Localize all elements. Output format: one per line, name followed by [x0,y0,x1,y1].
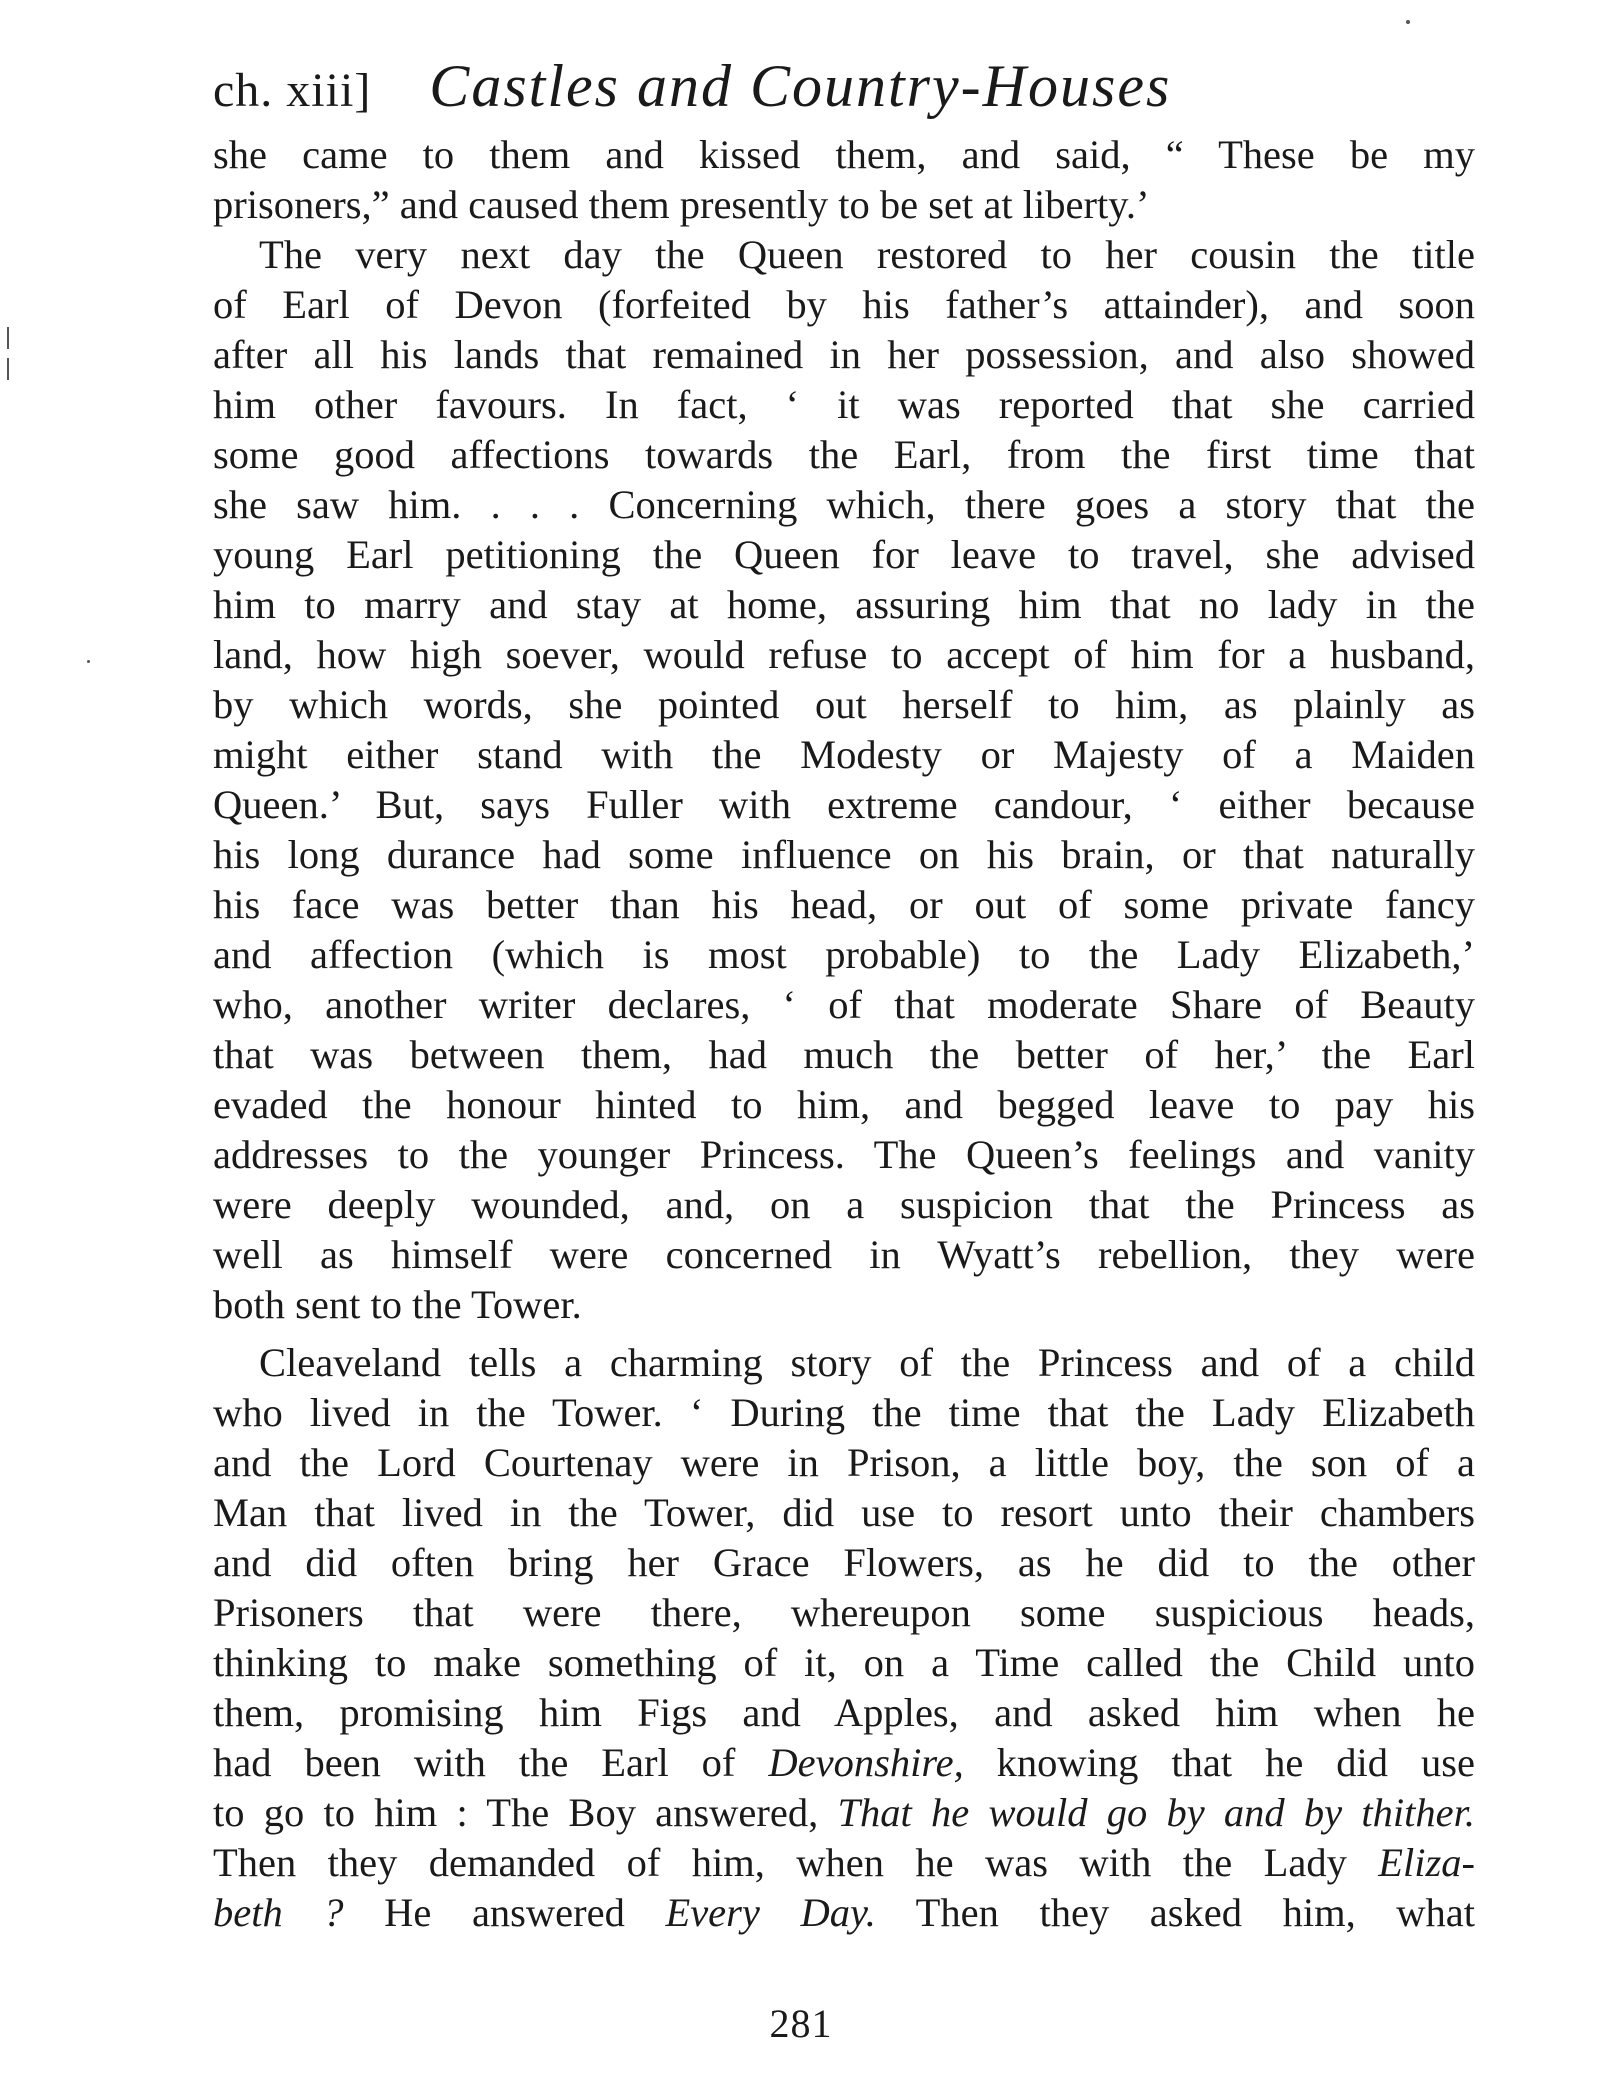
text-line: after all his lands that remained in her possession, and also showed [213,332,1475,377]
paragraph-3 [213,1338,1475,1938]
text-line: his face was better than his head, or out of some private fancy [213,882,1475,927]
italic-run: Eliza- [1378,1840,1475,1885]
italic-run: beth ? [213,1890,344,1935]
text-line: both sent to the Tower. [213,1282,582,1327]
running-title: Castles and Country-Houses [429,53,1172,119]
text-line: The very next day the Queen restored to her cousin the title [259,232,1475,277]
text-line: his long durance had some influence on his brain, or that naturally [213,832,1475,877]
page-number: 281 [769,2001,833,2046]
italic-run: Devonshire, [768,1740,964,1785]
text-line-mixed [213,1738,1475,1788]
text-line: him other favours. In fact, ‘ it was reported that she carried [213,382,1475,427]
text-line: and the Lord Courtenay were in Prison, a little boy, the son of a [213,1440,1475,1485]
scan-mark [7,327,9,349]
text-line: Cleaveland tells a charming story of the Princess and of a child [259,1340,1475,1385]
text-line: were deeply wounded, and, on a suspicion that the Princess as [213,1182,1475,1227]
running-header [213,52,1473,142]
text-line: them, promising him Figs and Apples, and asked him when he [213,1690,1475,1735]
text-line: prisoners,” and caused them presently to be set at liberty.’ [213,182,1150,227]
text-line-mixed [213,1888,1475,1938]
text-line: him to marry and stay at home, assuring him that no lady in the [213,582,1475,627]
text-line: might either stand with the Modesty or Majesty of a Maiden [213,732,1475,777]
text-line-mixed [213,1788,1475,1838]
text-line: who lived in the Tower. ‘ During the time that the Lady Elizabeth [213,1390,1475,1435]
text-line-mixed [213,1838,1475,1888]
text-line: land, how high soever, would refuse to accept of him for a husband, [213,632,1475,677]
italic-run: Every Day. [665,1890,876,1935]
chapter-label: ch. xiii] [213,64,372,117]
text-line: thinking to make something of it, on a Time called the Child unto [213,1640,1475,1685]
text-line: Prisoners that were there, whereupon some suspicious heads, [213,1590,1475,1635]
text-line: evaded the honour hinted to him, and begged leave to pay his [213,1082,1475,1127]
scan-mark [1406,20,1410,24]
paragraph-2 [213,230,1475,1330]
text-run: to go to him : The Boy answered, [213,1790,838,1835]
body-text [213,130,1475,1938]
text-line: addresses to the younger Princess. The Queen’s feelings and vanity [213,1132,1475,1177]
text-line: some good affections towards the Earl, from the first time that [213,432,1475,477]
text-line: Man that lived in the Tower, did use to resort unto their chambers [213,1490,1475,1535]
text-line: of Earl of Devon (forfeited by his father’s attainder), and soon [213,282,1475,327]
text-run: Then they demanded of him, when he was with the Lady [213,1840,1379,1885]
text-line: who, another writer declares, ‘ of that moderate Share of Beauty [213,982,1475,1027]
text-line: by which words, she pointed out herself to him, as plainly as [213,682,1475,727]
italic-run: That he would go by and by thither. [837,1790,1475,1835]
text-line: she saw him. . . . Concerning which, there goes a story that the [213,482,1475,527]
text-line: young Earl petitioning the Queen for leave to travel, she advised [213,532,1475,577]
scan-mark [87,660,90,663]
text-line: and did often bring her Grace Flowers, as he did to the other [213,1540,1475,1585]
paragraph-1 [213,130,1475,230]
text-run: Then they asked him, what [875,1890,1475,1935]
text-line: she came to them and kissed them, and said, “ These be my [213,132,1475,177]
text-line: well as himself were concerned in Wyatt’s rebellion, they were [213,1232,1475,1277]
text-line: Queen.’ But, says Fuller with extreme candour, ‘ either because [213,782,1475,827]
text-run: He answered [343,1890,666,1935]
text-run: knowing that he did use [963,1740,1475,1785]
scan-mark [7,358,9,380]
text-line: and affection (which is most probable) to the Lady Elizabeth,’ [213,932,1475,977]
text-line: that was between them, had much the better of her,’ the Earl [213,1032,1475,1077]
text-run: had been with the Earl of [213,1740,769,1785]
